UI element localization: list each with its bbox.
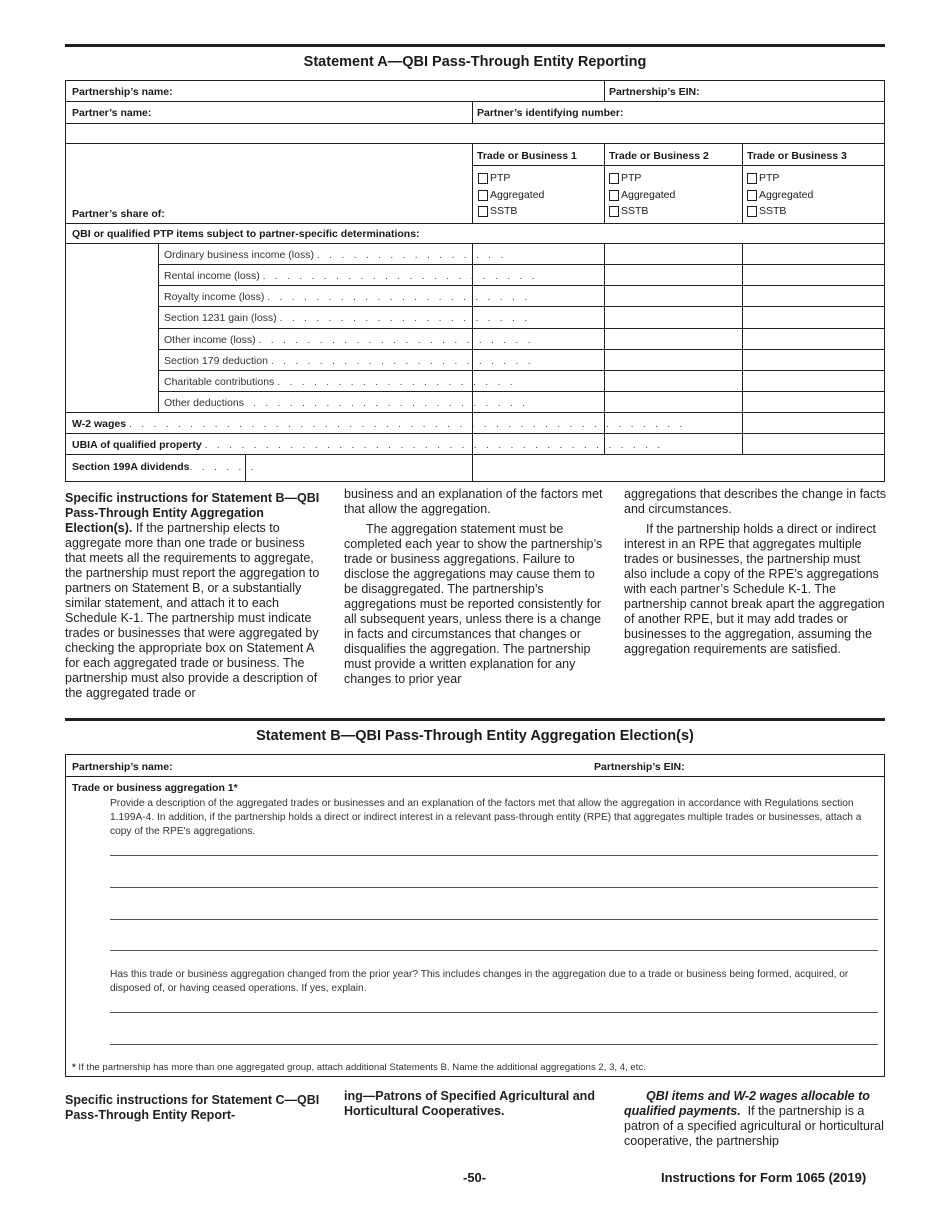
row-line bbox=[65, 143, 885, 144]
row-line bbox=[65, 123, 885, 124]
col-line bbox=[604, 143, 605, 223]
aggregation-description: Provide a description of the aggregated trades or businesses and an explanation of the factors met that allow the aggregation in accordance with Regulations section 1.199A-4. In addition, if the partnership holds a direct or indirect interest in a relevant pass-through entity (RPE) that aggregates multiple trades or businesses, attach a copy of the RPE's aggregations. bbox=[110, 798, 862, 837]
b-partnership-ein-label: Partnership’s EIN: bbox=[594, 761, 685, 773]
instructions-b-col2: business and an explanation of the factors met that allow the aggregation. The aggregation statement must be completed each year to show the partnership’s trade or business aggregations. Failure to disclose the aggregations may cause them to be disaggregated. The partnership’s aggregations must be reported consistently for all subsequent years, unless there is a change in facts and circumstances that changes or disqualifies the aggregation. The partnership must provide a written explanation for any changes to prior year bbox=[344, 487, 603, 686]
item-other-deductions: Other deductions . . . . . . . . . . . . . . . . . . . . . . . bbox=[164, 397, 529, 409]
item-charitable: Charitable contributions . . . . . . . . . . . . . . . . . . . . bbox=[164, 376, 516, 388]
item-section-1231: Section 1231 gain (loss) . . . . . . . . . . . . . . . . . . . . . bbox=[164, 312, 531, 324]
aggregation-1-label: Trade or business aggregation 1* bbox=[72, 782, 238, 794]
partner-share-label: Partner’s share of: bbox=[72, 208, 165, 220]
col-line bbox=[472, 143, 473, 223]
ptp-checkbox-1[interactable]: PTP bbox=[478, 172, 510, 184]
description-line-2[interactable] bbox=[110, 887, 878, 888]
form-title: Instructions for Form 1065 (2019) bbox=[661, 1170, 867, 1185]
page-number: -50- bbox=[463, 1170, 487, 1185]
explain-line-1[interactable] bbox=[110, 1012, 878, 1013]
checkbox-icon bbox=[478, 173, 488, 184]
row-line bbox=[158, 391, 885, 392]
partnership-ein-label: Partnership’s EIN: bbox=[609, 86, 700, 98]
row-line bbox=[472, 165, 885, 166]
top-rule bbox=[65, 44, 885, 47]
partner-name-label: Partner’s name: bbox=[72, 107, 152, 119]
sstb-checkbox-1[interactable]: SSTB bbox=[478, 205, 517, 217]
checkbox-icon bbox=[609, 173, 619, 184]
row-line bbox=[158, 328, 885, 329]
explain-line-2[interactable] bbox=[110, 1044, 878, 1045]
col-line bbox=[472, 101, 473, 123]
col-line bbox=[742, 143, 743, 223]
instructions-b-col1: Specific instructions for Statement B—QBI Pass-Through Entity Aggregation Election(s). If the partnership elects to aggregate more than one trade or business that meets all the requirements to aggregate, the partnership must report the aggregation to partners on Statement B, or a substantially similar statement, and attach it to each Schedule K-1. The partnership must indicate trades or businesses that were aggregated by checking the appropriate box on Statement A for each aggregated trade or business. The partnership must also provide a description of the aggregated trade or bbox=[65, 491, 320, 700]
instructions-b-heading: Specific instructions for Statement B—QBI Pass-Through Entity Aggregation Election(s). bbox=[65, 491, 320, 535]
dividends-label: Section 199A dividends. . . . . . bbox=[72, 461, 257, 473]
checkbox-icon bbox=[478, 190, 488, 201]
row-line bbox=[158, 264, 885, 265]
checkbox-icon bbox=[747, 173, 757, 184]
ubia-label: UBIA of qualified property . . . . . . . . . . . . . . . . . . . . . . . . . . . . . . . . . . . . . . bbox=[72, 439, 664, 451]
statement-b-title: Statement B—QBI Pass-Through Entity Aggregation Election(s) bbox=[256, 728, 694, 744]
checkbox-icon bbox=[609, 190, 619, 201]
sstb-checkbox-2[interactable]: SSTB bbox=[609, 205, 648, 217]
aggregated-checkbox-1[interactable]: Aggregated bbox=[478, 189, 544, 201]
ptp-checkbox-3[interactable]: PTP bbox=[747, 172, 779, 184]
row-line bbox=[65, 433, 885, 434]
description-line-4[interactable] bbox=[110, 950, 878, 951]
checkbox-icon bbox=[478, 206, 488, 217]
aggregated-checkbox-2[interactable]: Aggregated bbox=[609, 189, 675, 201]
row-line bbox=[65, 101, 885, 102]
aggregated-checkbox-3[interactable]: Aggregated bbox=[747, 189, 813, 201]
item-other-income: Other income (loss) . . . . . . . . . . . . . . . . . . . . . . . bbox=[164, 334, 534, 346]
row-line bbox=[65, 223, 885, 224]
row-line bbox=[65, 454, 885, 455]
instructions-c-col2: ing—Patrons of Specified Agricultural and Horticultural Cooperatives. bbox=[344, 1089, 595, 1118]
col-line bbox=[604, 80, 605, 101]
item-ordinary-income: Ordinary business income (loss) . . . . . . . . . . . . . . . . bbox=[164, 249, 507, 261]
checkbox-icon bbox=[609, 206, 619, 217]
change-question: Has this trade or business aggregation changed from the prior year? This includes changes in the aggregation due to a trade or business being formed, acquired, or disposed of, or having ceased operations. If yes, explain. bbox=[110, 969, 849, 994]
row-line bbox=[158, 285, 885, 286]
checkbox-icon bbox=[747, 206, 757, 217]
statement-a-title: Statement A—QBI Pass-Through Entity Reporting bbox=[303, 54, 647, 70]
col-line bbox=[158, 243, 159, 412]
row-line bbox=[65, 412, 885, 413]
ptp-checkbox-2[interactable]: PTP bbox=[609, 172, 641, 184]
trade-header-1: Trade or Business 1 bbox=[477, 150, 577, 162]
qbi-heading: QBI or qualified PTP items subject to partner-specific determinations: bbox=[72, 228, 420, 240]
description-line-1[interactable] bbox=[110, 855, 878, 856]
instructions-c-col1: Specific instructions for Statement C—QBI Pass-Through Entity Report- bbox=[65, 1093, 320, 1122]
trade-header-2: Trade or Business 2 bbox=[609, 150, 709, 162]
partner-id-label: Partner’s identifying number: bbox=[477, 107, 624, 119]
item-section-179: Section 179 deduction . . . . . . . . . . . . . . . . . . . . . . bbox=[164, 355, 534, 367]
w2-wages-label: W-2 wages . . . . . . . . . . . . . . . . . . . . . . . . . . . . . . . . . . . . . . . . . . . . . . bbox=[72, 418, 686, 430]
description-line-3[interactable] bbox=[110, 919, 878, 920]
item-royalty-income: Royalty income (loss) . . . . . . . . . . . . . . . . . . . . . . bbox=[164, 291, 531, 303]
col-line bbox=[742, 243, 743, 454]
instructions-b-col3: aggregations that describes the change in facts and circumstances. If the partnership holds a direct or indirect interest in an RPE that aggregates multiple trades or businesses, the partnership must also include a copy of the RPE’s aggregations with each partner’s Schedule K-1. The partnership cannot break apart the aggregation of another RPE, but it may add trades or businesses to the aggregation, assuming the aggregation requirements are satisfied. bbox=[624, 487, 886, 656]
instructions-c-col3-heading: QBI items and W-2 wages allocable to qualified payments. bbox=[624, 1089, 870, 1118]
checkbox-icon bbox=[747, 190, 757, 201]
footnote-text: * If the partnership has more than one aggregated group, attach additional Statements B. Name the additional aggregations 2, 3, 4, etc. bbox=[72, 1062, 646, 1073]
item-rental-income: Rental income (loss) . . . . . . . . . . . . . . . . . . . . . . . bbox=[164, 270, 538, 282]
b-partnership-name-label: Partnership’s name: bbox=[72, 761, 173, 773]
row-line bbox=[158, 370, 885, 371]
instructions-c-col3: QBI items and W-2 wages allocable to qualified payments. If the partnership is a patron of a specified agricultural or horticultural cooperative, the partnership bbox=[624, 1089, 884, 1148]
statement-b-rule bbox=[65, 718, 885, 721]
sstb-checkbox-3[interactable]: SSTB bbox=[747, 205, 786, 217]
row-line bbox=[65, 243, 885, 244]
row-line bbox=[158, 349, 885, 350]
row-line bbox=[158, 306, 885, 307]
row-line bbox=[65, 776, 885, 777]
trade-header-3: Trade or Business 3 bbox=[747, 150, 847, 162]
partnership-name-label: Partnership’s name: bbox=[72, 86, 173, 98]
